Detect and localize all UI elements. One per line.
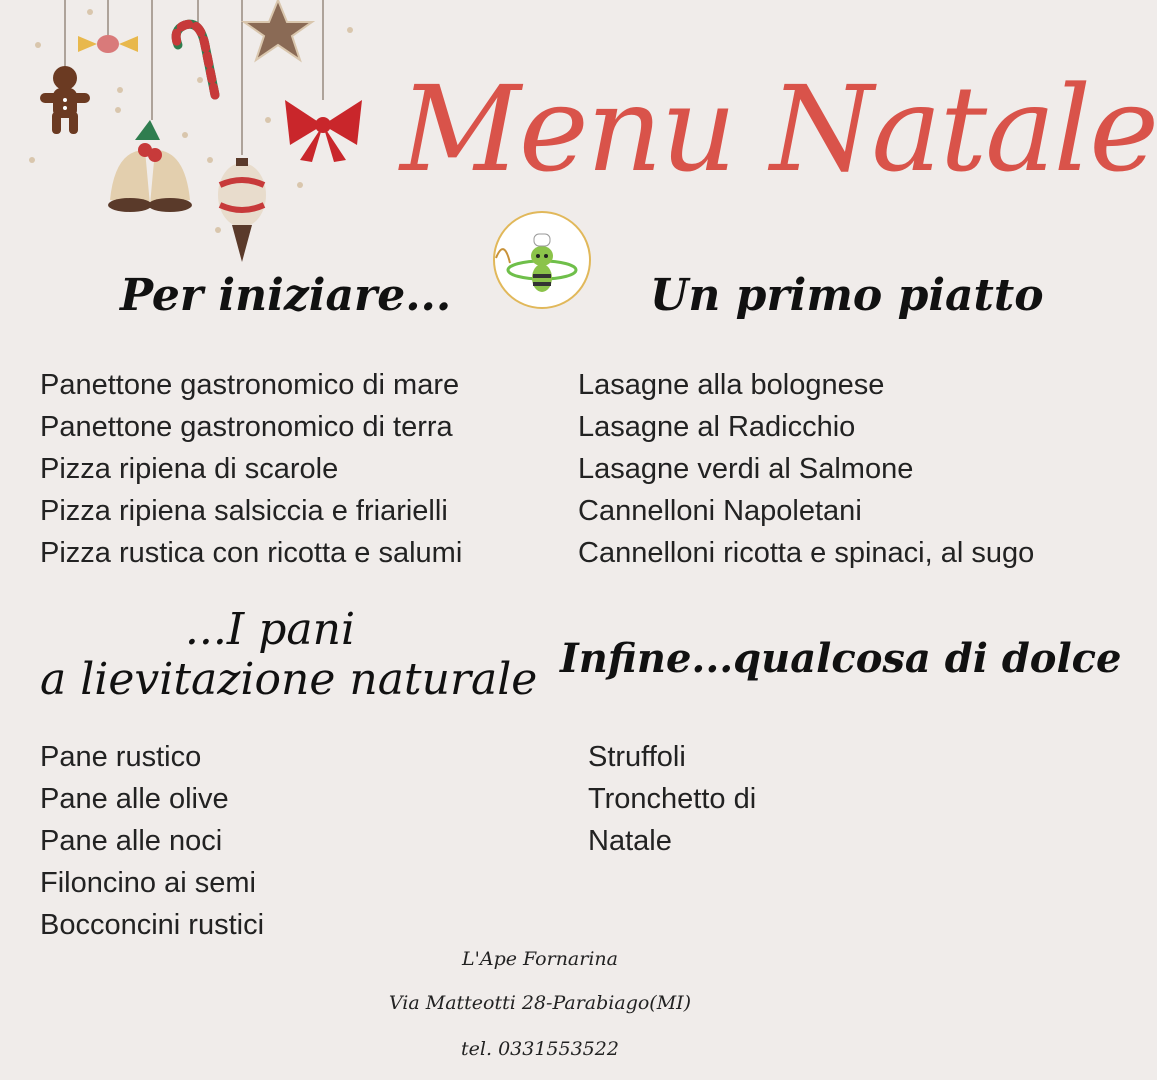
star-ornament-icon — [244, 0, 312, 60]
list-item: Lasagne alla bolognese — [578, 369, 885, 401]
list-item: Pizza ripiena di scarole — [40, 453, 339, 485]
starters-heading: Per iniziare... — [120, 270, 452, 321]
list-item: Panettone gastronomico di mare — [40, 369, 460, 401]
desserts-heading: Infine...qualcosa di dolce — [560, 635, 1122, 682]
desserts-list — [588, 736, 756, 862]
christmas-ornaments-decoration — [0, 0, 380, 270]
list-item: Tronchetto di — [588, 783, 757, 815]
candy-icon — [78, 35, 138, 53]
list-item: Pane alle olive — [40, 783, 229, 815]
breads-heading-line1: ...I pani — [184, 604, 356, 655]
breads-heading-line2: a lievitazione naturale — [40, 654, 538, 705]
breads-heading — [40, 604, 538, 705]
bauble-ornament-icon — [218, 158, 266, 262]
list-item: Cannelloni ricotta e spinaci, al sugo — [578, 537, 1035, 569]
bells-icon — [108, 120, 192, 212]
breads-list — [40, 736, 264, 946]
first-course-list — [578, 364, 1034, 574]
list-item: Pizza ripiena salsiccia e friarielli — [40, 495, 448, 527]
footer-address: Via Matteotti 28-Parabiago(MI) — [388, 992, 692, 1014]
list-item: Pane alle noci — [40, 825, 223, 857]
list-item: Struffoli — [588, 741, 686, 773]
list-item: Pane rustico — [40, 741, 202, 773]
list-item: Cannelloni Napoletani — [578, 495, 862, 527]
list-item: Panettone gastronomico di terra — [40, 411, 453, 443]
list-item: Bocconcini rustici — [40, 909, 265, 941]
gingerbread-man-icon — [40, 66, 90, 134]
footer-business-name: L'Ape Fornarina — [462, 948, 618, 970]
bee-baker-logo-icon — [490, 208, 595, 313]
first-course-heading: Un primo piatto — [650, 270, 1044, 321]
starters-list — [40, 364, 462, 574]
red-bow-icon — [285, 100, 362, 162]
footer-phone: tel. 0331553522 — [461, 1038, 619, 1060]
list-item: Lasagne al Radicchio — [578, 411, 856, 443]
menu-title: Menu Natale — [400, 60, 1157, 198]
list-item: Pizza rustica con ricotta e salumi — [40, 537, 463, 569]
list-item: Natale — [588, 825, 672, 857]
candy-cane-icon — [176, 24, 215, 95]
list-item: Filoncino ai semi — [40, 867, 256, 899]
list-item: Lasagne verdi al Salmone — [578, 453, 914, 485]
